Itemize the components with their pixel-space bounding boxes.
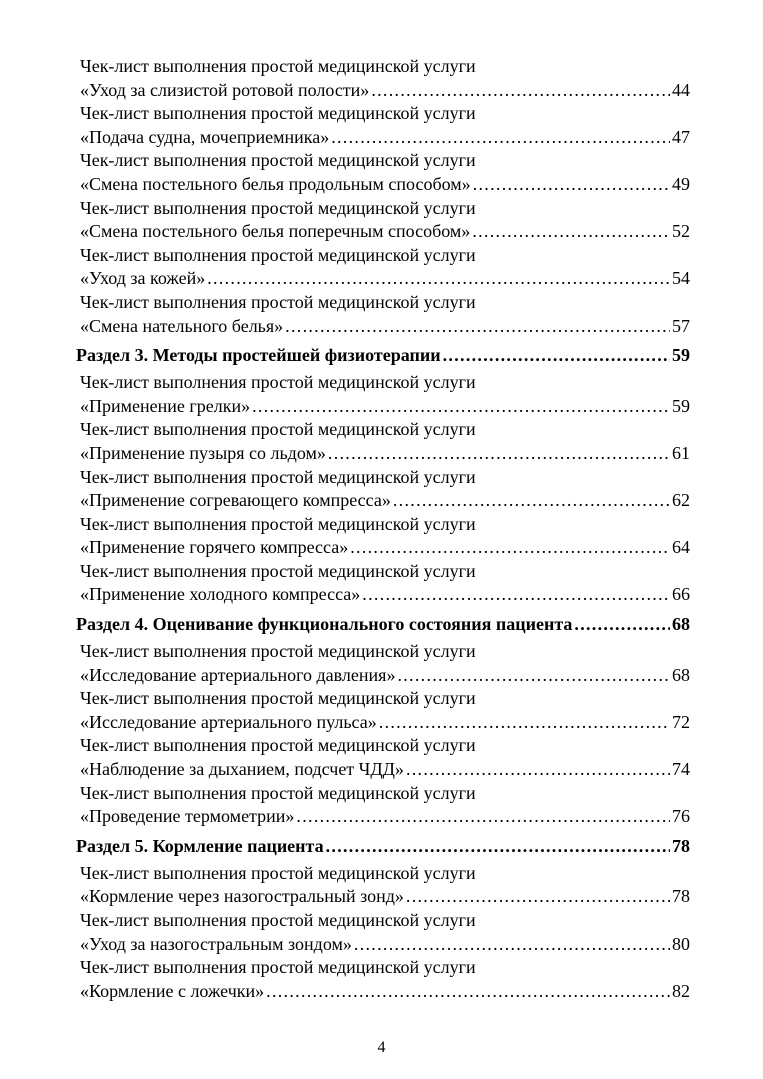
dot-leader: [328, 442, 670, 466]
toc-entry-line1: Чек-лист выполнения простой медицинской услуги: [80, 688, 476, 709]
toc-entry[interactable]: [80, 782, 690, 829]
toc-entry-title: «Кормление с ложечки»: [80, 980, 265, 1001]
dot-leader: [379, 711, 670, 735]
dot-leader: [371, 79, 670, 103]
toc-page-number: 59: [672, 395, 690, 416]
dot-leader: [473, 173, 670, 197]
toc-entry-line2: [80, 664, 690, 688]
toc-entry-line1: Чек-лист выполнения простой медицинской услуги: [80, 56, 476, 76]
dot-leader: [252, 395, 670, 419]
toc-page-number: 72: [672, 711, 690, 732]
dot-leader: [406, 885, 670, 909]
dot-leader: [397, 664, 670, 688]
toc-page-number: 52: [672, 221, 690, 242]
toc-page-number: 74: [672, 759, 690, 780]
toc-entry-title: «Подача судна, мочеприемника»: [80, 126, 330, 147]
toc-entry[interactable]: [80, 197, 690, 244]
toc-page-number: 80: [672, 933, 690, 954]
toc-entry[interactable]: [80, 513, 690, 560]
toc-entry-line2: [80, 489, 690, 513]
toc-page-number: 57: [672, 315, 690, 336]
toc-entry-title: «Исследование артериального пульса»: [80, 711, 377, 732]
toc-entry-title: «Применение горячего компресса»: [80, 537, 349, 558]
toc-entry-line2: [80, 442, 690, 466]
toc-entry[interactable]: [80, 687, 690, 734]
toc-entry[interactable]: [80, 55, 690, 102]
toc-entry-title: «Смена нательного белья»: [80, 315, 284, 336]
dot-leader: [296, 805, 670, 829]
toc-section-title: Раздел 4. Оценивание функционального состояния пациента: [76, 614, 573, 635]
toc-section-title: Раздел 5. Кормление пациента: [76, 835, 324, 856]
toc-page-number: 62: [672, 490, 690, 511]
toc-entry-title: «Применение холодного компресса»: [80, 584, 361, 605]
toc-page-number: 66: [672, 584, 690, 605]
toc-entry[interactable]: [80, 291, 690, 338]
toc-entry-line2: [80, 933, 690, 957]
toc-entry-line2: [80, 536, 690, 560]
toc-entry-line1: Чек-лист выполнения простой медицинской услуги: [80, 782, 476, 803]
toc-section-heading[interactable]: [76, 612, 690, 636]
toc-entry-line2: [80, 79, 690, 103]
toc-entry-line1: Чек-лист выполнения простой медицинской услуги: [80, 957, 476, 978]
dot-leader: [393, 489, 670, 513]
dot-leader: [406, 758, 670, 782]
dot-leader: [331, 126, 670, 150]
toc-entry-line2: [80, 173, 690, 197]
toc-entry[interactable]: [80, 371, 690, 418]
toc-entry-title: «Смена постельного белья поперечным способом»: [80, 221, 471, 242]
toc-entry[interactable]: [80, 244, 690, 291]
toc-page-number: 47: [672, 126, 690, 147]
toc-page-number: 68: [672, 614, 690, 635]
toc-entry[interactable]: [80, 560, 690, 607]
toc-entry[interactable]: [80, 862, 690, 909]
toc-entry[interactable]: [80, 640, 690, 687]
toc-page-number: 76: [672, 806, 690, 827]
toc-entry-line1: Чек-лист выполнения простой медицинской услуги: [80, 103, 476, 124]
toc-entry-line1: Чек-лист выполнения простой медицинской услуги: [80, 513, 476, 534]
toc-entry-title: «Кормление через назогостральный зонд»: [80, 886, 404, 907]
toc-entry[interactable]: [80, 418, 690, 465]
toc-page-number: 44: [672, 79, 690, 100]
toc-entry[interactable]: [80, 956, 690, 1003]
toc-entry[interactable]: [80, 909, 690, 956]
toc-entry-line1: Чек-лист выполнения простой медицинской услуги: [80, 244, 476, 265]
toc-entry-line2: [80, 885, 690, 909]
toc-page-number: 61: [672, 442, 690, 463]
toc-entry-line1: Чек-лист выполнения простой медицинской услуги: [80, 150, 476, 171]
toc-entry-line2: [80, 711, 690, 735]
toc-entry-line2: [80, 980, 690, 1004]
table-of-contents: [76, 55, 690, 1003]
dot-leader: [207, 267, 670, 291]
toc-entry-title: «Наблюдение за дыханием, подсчет ЧДД»: [80, 759, 404, 780]
toc-entry-line2: [80, 267, 690, 291]
toc-section-heading[interactable]: [76, 834, 690, 858]
toc-entry-line1: Чек-лист выполнения простой медицинской услуги: [80, 466, 476, 487]
toc-entry[interactable]: [80, 149, 690, 196]
toc-entry-title: «Проведение термометрии»: [80, 806, 295, 827]
toc-entry-title: «Уход за слизистой ротовой полости»: [80, 79, 370, 100]
toc-page-number: 54: [672, 268, 690, 289]
toc-section-title: Раздел 3. Методы простейшей физиотерапии: [76, 345, 441, 366]
toc-entry-line2: [80, 805, 690, 829]
toc-entry-line1: Чек-лист выполнения простой медицинской услуги: [80, 291, 476, 312]
toc-entry-title: «Уход за назогостральным зондом»: [80, 933, 352, 954]
toc-entry-title: «Применение согревающего компресса»: [80, 490, 391, 511]
dot-leader: [350, 536, 670, 560]
toc-entry-line2: [80, 758, 690, 782]
dot-leader: [266, 980, 670, 1004]
toc-entry[interactable]: [80, 466, 690, 513]
toc-entry-line2: [80, 395, 690, 419]
toc-page-number: 78: [672, 886, 690, 907]
toc-page-number: 64: [672, 537, 690, 558]
toc-entry-line2: [80, 315, 690, 339]
toc-entry[interactable]: [80, 102, 690, 149]
toc-page-number: 49: [672, 173, 690, 194]
dot-leader: [362, 583, 670, 607]
toc-entry-title: «Применение пузыря со льдом»: [80, 442, 326, 463]
toc-entry-line2: [80, 126, 690, 150]
dot-leader: [354, 933, 670, 957]
toc-entry-title: «Уход за кожей»: [80, 268, 206, 289]
dot-leader: [285, 315, 670, 339]
toc-entry-line1: Чек-лист выполнения простой медицинской услуги: [80, 735, 476, 756]
toc-entry-line2: [80, 220, 690, 244]
toc-page-number: 82: [672, 980, 690, 1001]
toc-entry-line1: Чек-лист выполнения простой медицинской услуги: [80, 419, 476, 440]
page-number: 4: [377, 1039, 386, 1056]
toc-page-number: 68: [672, 664, 690, 685]
toc-entry-line1: Чек-лист выполнения простой медицинской услуги: [80, 862, 476, 883]
toc-entry-line1: Чек-лист выполнения простой медицинской услуги: [80, 910, 476, 930]
dot-leader: [472, 220, 670, 244]
toc-entry-line1: Чек-лист выполнения простой медицинской услуги: [80, 372, 476, 393]
toc-page-number: 78: [672, 835, 690, 856]
toc-entry-line1: Чек-лист выполнения простой медицинской услуги: [80, 197, 476, 218]
dot-leader: [574, 612, 670, 636]
toc-page-number: 59: [672, 345, 690, 366]
dot-leader: [326, 834, 670, 858]
toc-entry-line2: [80, 583, 690, 607]
toc-entry-line1: Чек-лист выполнения простой медицинской услуги: [80, 560, 476, 581]
toc-entry-title: «Исследование артериального давления»: [80, 664, 396, 685]
toc-section-heading[interactable]: [76, 343, 690, 367]
toc-entry-line1: Чек-лист выполнения простой медицинской услуги: [80, 641, 476, 662]
dot-leader: [443, 343, 670, 367]
toc-entry-title: «Смена постельного белья продольным способом»: [80, 173, 471, 194]
toc-entry-title: «Применение грелки»: [80, 395, 251, 416]
toc-entry[interactable]: [80, 734, 690, 781]
